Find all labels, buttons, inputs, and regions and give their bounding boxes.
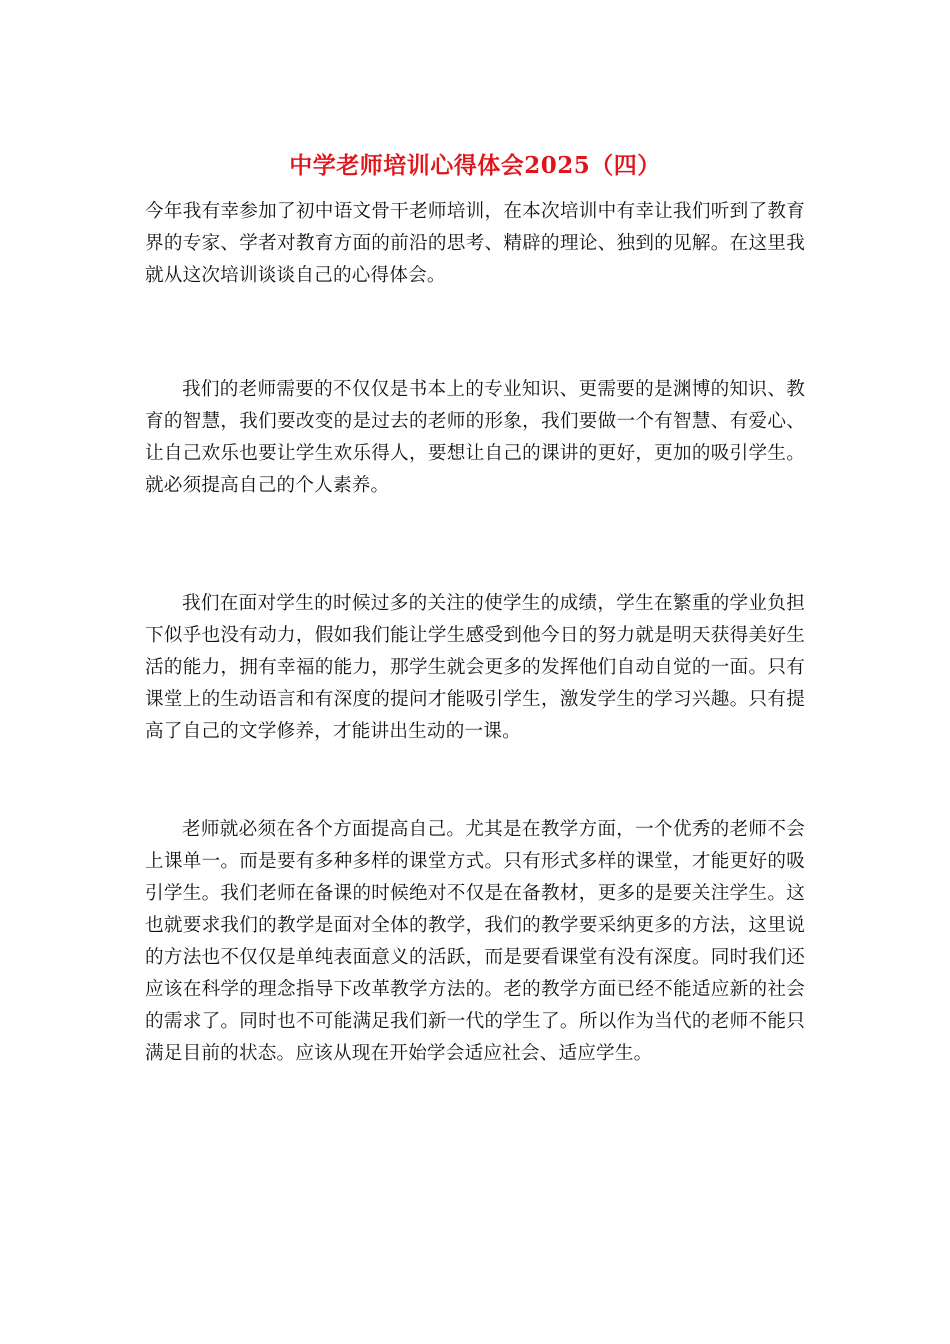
paragraph-4: 老师就必须在各个方面提高自己。尤其是在教学方面，一个优秀的老师不会上课单一。而是要有多种多样的课堂方式。只有形式多样的课堂，才能更好的吸引学生。我们老师在备课的时候绝对不仅是在备教材，更多的是要关注学生。这也就要求我们的教学是面对全体的教学，我们的教学要采纳更多的方法，这里说的方法也不仅仅是单纯表面意义的活跃，而是要看课堂有没有深度。同时我们还应该在科学的理念指导下改革教学方法的。老的教学方面已经不能适应新的社会的需求了。同时也不可能满足我们新一代的学生了。所以作为当代的老师不能只满足目前的状态。应该从现在开始学会适应社会、适应学生。 xyxy=(145,819,805,1064)
paragraph-1: 今年我有幸参加了初中语文骨干老师培训，在本次培训中有幸让我们听到了教育界的专家、学者对教育方面的前沿的思考、精辟的理论、独到的见解。在这里我就从这次培训谈谈自己的心得体会。 xyxy=(145,201,805,286)
paragraph-3: 我们在面对学生的时候过多的关注的使学生的成绩，学生在繁重的学业负担下似乎也没有动力，假如我们能让学生感受到他今日的努力就是明天获得美好生活的能力，拥有幸福的能力，那学生就会更多的发挥他们自动自觉的一面。只有课堂上的生动语言和有深度的提问才能吸引学生，激发学生的学习兴趣。只有提高了自己的文学修养，才能讲出生动的一课。 xyxy=(145,593,805,742)
document-title: 中学老师培训心得体会2025（四） xyxy=(289,152,661,179)
paragraph-2: 我们的老师需要的不仅仅是书本上的专业知识、更需要的是渊博的知识、教育的智慧，我们要改变的是过去的老师的形象，我们要做一个有智慧、有爱心、让自己欢乐也要让学生欢乐得人，要想让自己的课讲的更好，更加的吸引学生。就必须提高自己的个人素养。 xyxy=(145,379,805,496)
